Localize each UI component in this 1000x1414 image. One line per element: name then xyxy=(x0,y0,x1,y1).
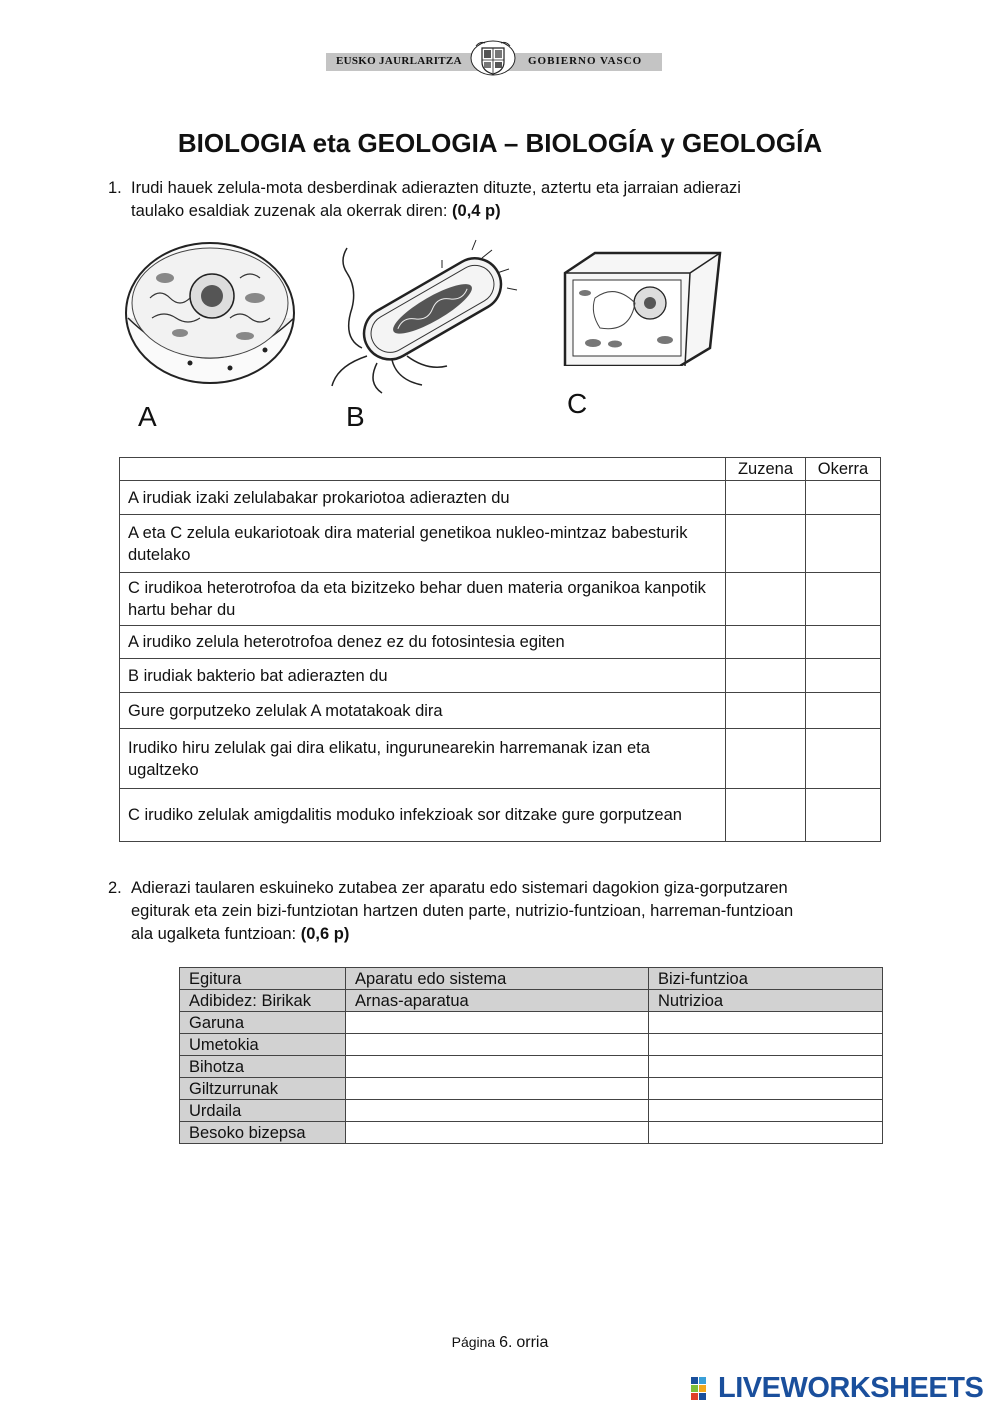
table-row xyxy=(120,481,881,515)
zuzena-cell[interactable] xyxy=(726,693,806,729)
table-row xyxy=(180,1078,883,1100)
table-row xyxy=(180,1056,883,1078)
body-systems-table xyxy=(179,967,883,1144)
table-row xyxy=(120,693,881,729)
function-input-cell[interactable] xyxy=(649,1056,883,1078)
table-row xyxy=(120,626,881,659)
zuzena-cell[interactable] xyxy=(726,729,806,789)
header-aparatu: Aparatu edo sistema xyxy=(346,968,649,990)
question-2 xyxy=(108,877,898,949)
structure-cell: Bihotza xyxy=(180,1056,346,1078)
okerra-cell[interactable] xyxy=(806,789,881,842)
table-row xyxy=(180,1122,883,1144)
table-row xyxy=(120,659,881,693)
system-input-cell[interactable] xyxy=(346,1056,649,1078)
label-b: B xyxy=(346,401,365,432)
function-input-cell[interactable] xyxy=(649,1034,883,1056)
question-1-points: (0,4 p) xyxy=(452,202,501,220)
question-2-line1: Adierazi taularen eskuineko zutabea zer aparatu edo sistemari dagokion giza-gorputzaren xyxy=(131,879,788,897)
question-1-line2: taulako esaldiak zuzenak ala okerrak diren: xyxy=(131,202,448,220)
zuzena-cell[interactable] xyxy=(726,659,806,693)
okerra-cell[interactable] xyxy=(806,481,881,515)
zuzena-cell[interactable] xyxy=(726,481,806,515)
table-row xyxy=(180,1034,883,1056)
table-row xyxy=(120,573,881,626)
table-header-row xyxy=(120,458,881,481)
question-1 xyxy=(108,177,868,227)
okerra-cell[interactable] xyxy=(806,729,881,789)
question-1-line1: Irudi hauek zelula-mota desberdinak adierazten dituzte, aztertu eta jarraian adierazi xyxy=(131,179,741,197)
true-false-table xyxy=(119,457,881,842)
system-input-cell[interactable] xyxy=(346,1100,649,1122)
header-left-text: EUSKO JAURLARITZA xyxy=(336,55,462,67)
header-banner xyxy=(326,40,662,72)
function-input-cell[interactable] xyxy=(649,1078,883,1100)
structure-cell: Urdaila xyxy=(180,1100,346,1122)
footer-prefix: Página xyxy=(451,1334,496,1350)
statement: A irudiko zelula heterotrofoa denez ez du fotosintesia egiten xyxy=(120,626,726,659)
table-row xyxy=(120,729,881,789)
system-input-cell[interactable] xyxy=(346,1122,649,1144)
header-bizi-funtzioa: Bizi-funtzioa xyxy=(649,968,883,990)
okerra-cell[interactable] xyxy=(806,573,881,626)
statement: Irudiko hiru zelulak gai dira elikatu, ingurunearekin harremanak izan eta ugaltzeko xyxy=(120,729,726,789)
footer-suffix: orria xyxy=(516,1334,549,1351)
header-zuzena: Zuzena xyxy=(726,458,806,481)
example-row xyxy=(180,990,883,1012)
table-row xyxy=(180,1100,883,1122)
footer-page-number: 6. xyxy=(499,1334,513,1351)
header-statement xyxy=(120,458,726,481)
okerra-cell[interactable] xyxy=(806,626,881,659)
example-function: Nutrizioa xyxy=(649,990,883,1012)
structure-cell: Giltzurrunak xyxy=(180,1078,346,1100)
okerra-cell[interactable] xyxy=(806,515,881,573)
system-input-cell[interactable] xyxy=(346,1012,649,1034)
statement: A eta C zelula eukariotoak dira material genetikoa nukleo-mintzaz babesturik dutelako xyxy=(120,515,726,573)
zuzena-cell[interactable] xyxy=(726,573,806,626)
function-input-cell[interactable] xyxy=(649,1012,883,1034)
statement: B irudiak bakterio bat adierazten du xyxy=(120,659,726,693)
structure-cell: Garuna xyxy=(180,1012,346,1034)
example-system: Arnas-aparatua xyxy=(346,990,649,1012)
statement: C irudiko zelulak amigdalitis moduko infekzioak sor ditzake gure gorputzean xyxy=(120,789,726,842)
structure-cell: Besoko bizepsa xyxy=(180,1122,346,1144)
table-row xyxy=(120,789,881,842)
animal-cell-illustration xyxy=(120,238,300,408)
label-a: A xyxy=(138,401,157,432)
plant-cell-illustration xyxy=(555,248,725,366)
table-header-row xyxy=(180,968,883,990)
question-1-number: 1. xyxy=(108,179,122,197)
system-input-cell[interactable] xyxy=(346,1078,649,1100)
statement: A irudiak izaki zelulabakar prokariotoa adierazten du xyxy=(120,481,726,515)
coat-of-arms-icon xyxy=(468,40,518,76)
question-2-line2: egiturak eta zein bizi-funtziotan hartzen duten parte, nutrizio-funtzioan, harreman-funtzioan xyxy=(131,902,794,920)
page-title: BIOLOGIA eta GEOLOGIA – BIOLOGÍA y GEOLOGÍA xyxy=(177,128,823,158)
statement: C irudikoa heterotrofoa da eta bizitzeko behar duen materia organikoa kanpotik hartu behar du xyxy=(120,573,726,626)
zuzena-cell[interactable] xyxy=(726,515,806,573)
table-row xyxy=(180,1012,883,1034)
system-input-cell[interactable] xyxy=(346,1034,649,1056)
label-c: C xyxy=(567,388,588,419)
okerra-cell[interactable] xyxy=(806,693,881,729)
example-structure: Adibidez: Birikak xyxy=(180,990,346,1012)
brand-text: LIVEWORKSHEETS xyxy=(718,1372,984,1404)
table-row xyxy=(120,515,881,573)
okerra-cell[interactable] xyxy=(806,659,881,693)
statement: Gure gorputzeko zelulak A motatakoak dira xyxy=(120,693,726,729)
question-2-points: (0,6 p) xyxy=(300,925,350,943)
function-input-cell[interactable] xyxy=(649,1100,883,1122)
header-right-text: GOBIERNO VASCO xyxy=(528,55,643,67)
zuzena-cell[interactable] xyxy=(726,789,806,842)
bacterium-illustration xyxy=(322,238,527,398)
function-input-cell[interactable] xyxy=(649,1122,883,1144)
page-footer xyxy=(0,1334,1000,1352)
header-egitura: Egitura xyxy=(180,968,346,990)
structure-cell: Umetokia xyxy=(180,1034,346,1056)
question-2-number: 2. xyxy=(108,879,122,897)
liveworksheets-logo-icon xyxy=(690,1376,716,1402)
question-2-line3: ala ugalketa funtzioan: xyxy=(131,925,297,943)
header-okerra: Okerra xyxy=(806,458,881,481)
zuzena-cell[interactable] xyxy=(726,626,806,659)
